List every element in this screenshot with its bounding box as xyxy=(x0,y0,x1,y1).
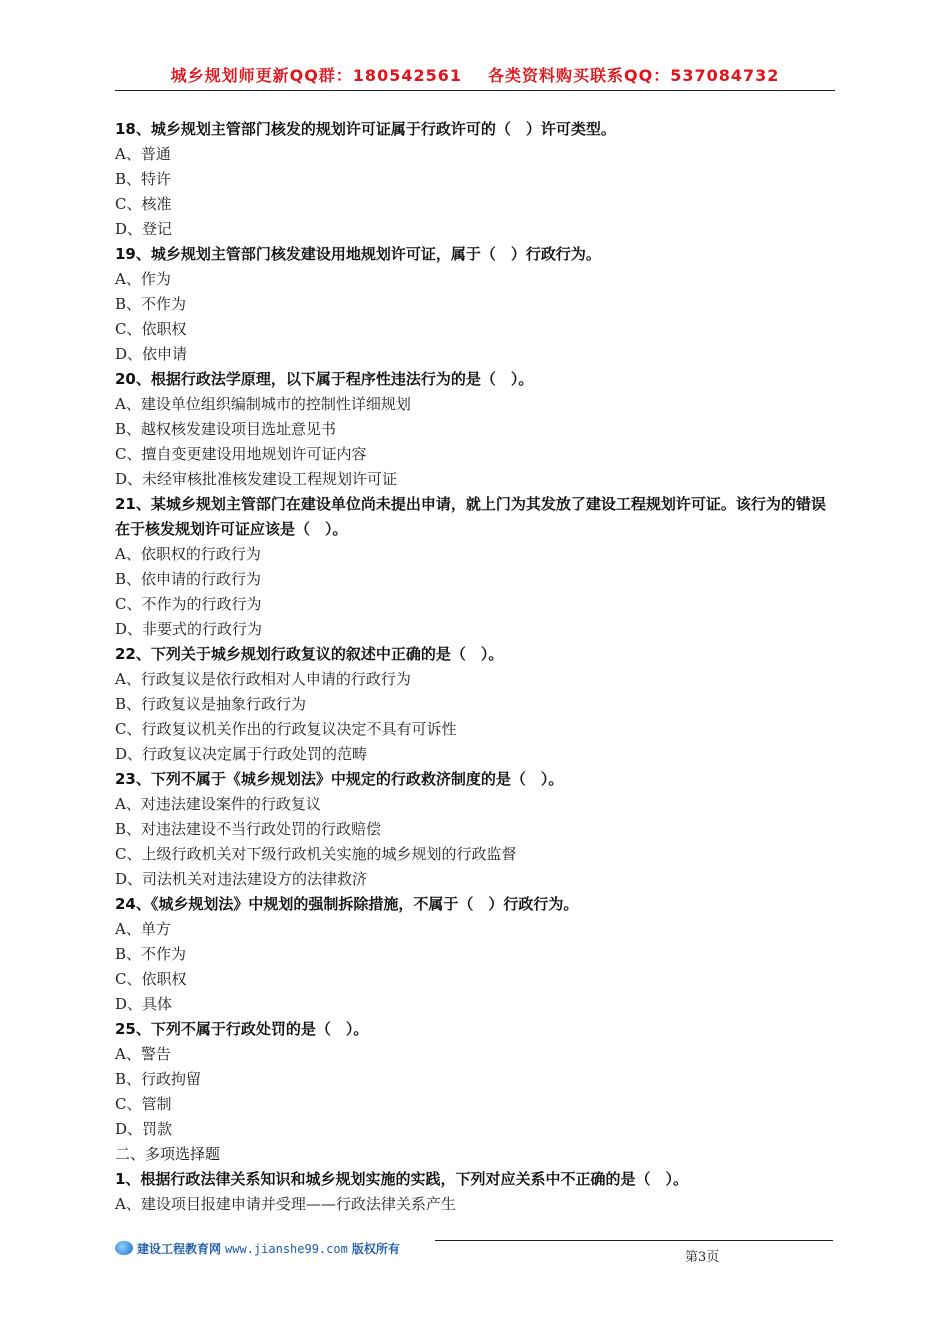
option-c: C、依职权 xyxy=(115,970,187,988)
option-d: D、司法机关对违法建设方的法律救济 xyxy=(115,870,368,888)
footer-url: www.jianshe99.com xyxy=(225,1242,348,1256)
option-b: B、对违法建设不当行政处罚的行政赔偿 xyxy=(115,820,382,838)
option-a: A、建设项目报建申请并受理——行政法律关系产生 xyxy=(115,1195,456,1213)
option-a: A、作为 xyxy=(115,270,171,288)
question-25 xyxy=(115,1017,837,1142)
option-a: A、行政复议是依行政相对人申请的行政行为 xyxy=(115,670,411,688)
question-21 xyxy=(115,492,837,642)
question-23 xyxy=(115,767,837,892)
option-b: B、行政复议是抽象行政行为 xyxy=(115,695,307,713)
option-a: A、建设单位组织编制城市的控制性详细规划 xyxy=(115,395,411,413)
option-a: A、单方 xyxy=(115,920,171,938)
question-stem: 22、下列关于城乡规划行政复议的叙述中正确的是（ ）。 xyxy=(115,645,504,663)
page-header xyxy=(115,62,835,91)
section-title-multiple-choice: 二、多项选择题 xyxy=(115,1145,221,1163)
option-b: B、依申请的行政行为 xyxy=(115,570,262,588)
option-d: D、依申请 xyxy=(115,345,188,363)
option-c: C、管制 xyxy=(115,1095,172,1113)
option-b: B、特许 xyxy=(115,170,172,188)
option-b: B、越权核发建设项目选址意见书 xyxy=(115,420,337,438)
header-purchase-contact: 各类资料购买联系QQ：537084732 xyxy=(488,66,780,85)
option-a: A、警告 xyxy=(115,1045,171,1063)
question-stem: 23、下列不属于《城乡规划法》中规定的行政救济制度的是（ ）。 xyxy=(115,770,564,788)
question-content xyxy=(115,117,837,1217)
footer-divider xyxy=(435,1240,833,1241)
page-footer xyxy=(115,1238,833,1265)
option-b: B、行政拘留 xyxy=(115,1070,202,1088)
footer-logo-text: 建设工程教育网 xyxy=(137,1242,222,1256)
header-qq-group: 城乡规划师更新QQ群：180542561 xyxy=(170,66,462,85)
option-a: A、依职权的行政行为 xyxy=(115,545,261,563)
question-stem: 18、城乡规划主管部门核发的规划许可证属于行政许可的（ ）许可类型。 xyxy=(115,120,616,138)
question-stem: 25、下列不属于行政处罚的是（ ）。 xyxy=(115,1020,369,1038)
page-number: 第3页 xyxy=(685,1250,720,1265)
option-c: C、行政复议机关作出的行政复议决定不具有可诉性 xyxy=(115,720,457,738)
question-22 xyxy=(115,642,837,767)
option-d: D、行政复议决定属于行政处罚的范畴 xyxy=(115,745,368,763)
option-d: D、登记 xyxy=(115,220,173,238)
option-b: B、不作为 xyxy=(115,295,187,313)
multi-question-1 xyxy=(115,1167,837,1217)
option-c: C、不作为的行政行为 xyxy=(115,595,262,613)
option-d: D、非要式的行政行为 xyxy=(115,620,263,638)
option-b: B、不作为 xyxy=(115,945,187,963)
option-a: A、对违法建设案件的行政复议 xyxy=(115,795,321,813)
question-stem: 20、根据行政法学原理，以下属于程序性违法行为的是（ ）。 xyxy=(115,370,534,388)
option-c: C、依职权 xyxy=(115,320,187,338)
question-stem: 1、根据行政法律关系知识和城乡规划实施的实践，下列对应关系中不正确的是（ ）。 xyxy=(115,1170,688,1188)
option-a: A、普通 xyxy=(115,145,171,163)
question-18 xyxy=(115,117,837,242)
globe-logo-icon xyxy=(115,1241,133,1255)
question-20 xyxy=(115,367,837,492)
option-d: D、具体 xyxy=(115,995,173,1013)
option-d: D、罚款 xyxy=(115,1120,173,1138)
question-24 xyxy=(115,892,837,1017)
footer-brand xyxy=(115,1240,400,1257)
option-d: D、未经审核批准核发建设工程规划许可证 xyxy=(115,470,398,488)
option-c: C、擅自变更建设用地规划许可证内容 xyxy=(115,445,367,463)
question-stem: 21、某城乡规划主管部门在建设单位尚未提出申请，就上门为其发放了建设工程规划许可证。该行为的错误在于核发规划许可证应该是（ ）。 xyxy=(115,495,826,538)
question-stem: 24、《城乡规划法》中规划的强制拆除措施，不属于（ ）行政行为。 xyxy=(115,895,579,913)
question-stem: 19、城乡规划主管部门核发建设用地规划许可证，属于（ ）行政行为。 xyxy=(115,245,601,263)
question-19 xyxy=(115,242,837,367)
option-c: C、上级行政机关对下级行政机关实施的城乡规划的行政监督 xyxy=(115,845,517,863)
option-c: C、核准 xyxy=(115,195,172,213)
footer-rights: 版权所有 xyxy=(351,1242,400,1256)
